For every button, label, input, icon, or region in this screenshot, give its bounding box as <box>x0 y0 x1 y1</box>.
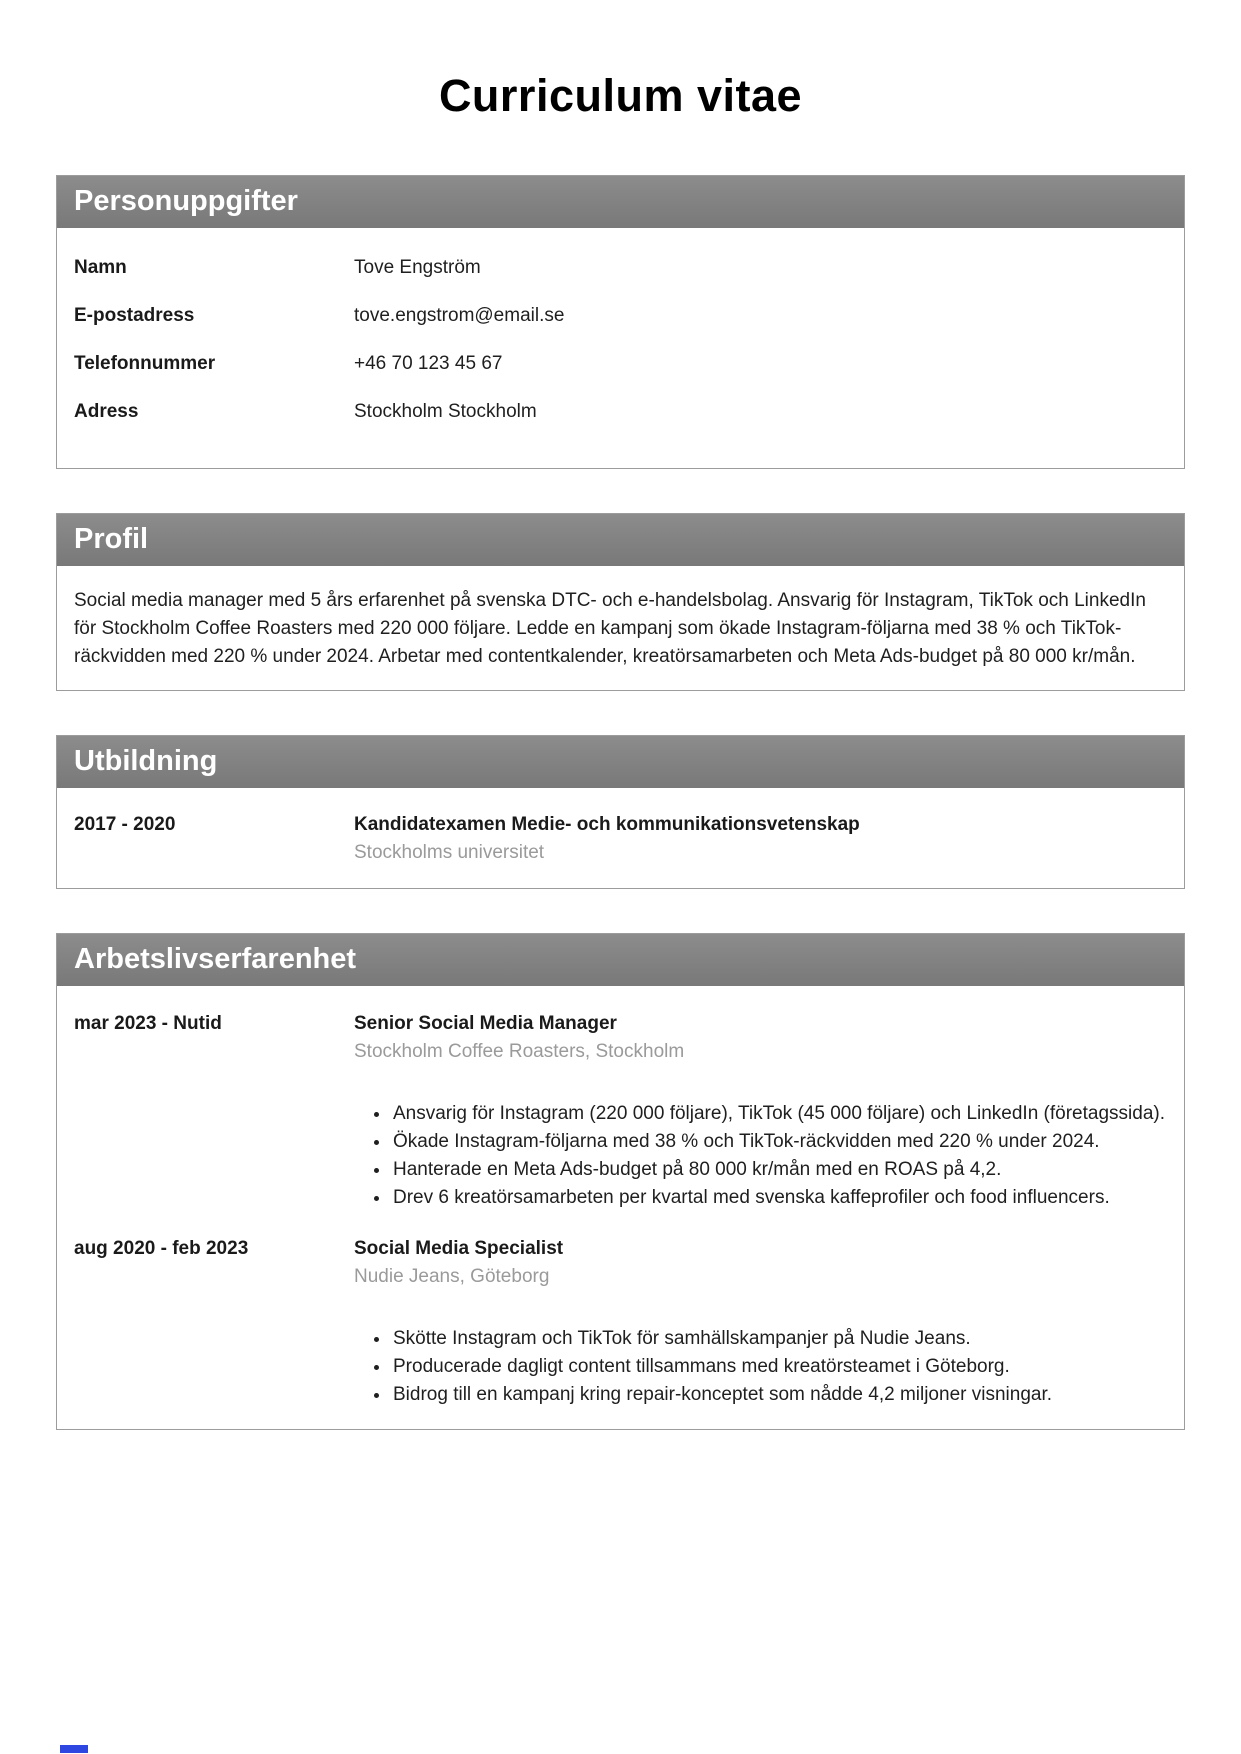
experience-entry-senior-social-media-manager <box>74 1010 1167 1212</box>
experience-details <box>354 1235 1167 1409</box>
info-row-adress <box>74 398 1167 426</box>
section-personuppgifter-header <box>57 176 1184 228</box>
section-personuppgifter <box>56 175 1185 469</box>
section-utbildning <box>56 735 1185 889</box>
section-arbetslivserfarenhet <box>56 933 1185 1430</box>
experience-period: mar 2023 - Nutid <box>74 1013 222 1034</box>
page-title: Curriculum vitae <box>438 70 803 121</box>
education-entry <box>74 811 1167 867</box>
experience-role: Social Media Specialist <box>354 1238 564 1259</box>
section-personuppgifter-body <box>57 228 1184 468</box>
experience-role: Senior Social Media Manager <box>354 1013 617 1034</box>
bullet-item: • Hanterade en Meta Ads-budget på 80 000 kr/mån med en ROAS på 4,2. <box>391 1156 1167 1184</box>
info-row-epostadress <box>74 302 1167 330</box>
section-profil-header <box>57 514 1184 566</box>
experience-details <box>354 1010 1167 1212</box>
section-profil-body <box>57 566 1184 690</box>
bullet-item: • Ansvarig för Instagram (220 000 följare), TikTok (45 000 följare) och LinkedIn (företagssida). <box>391 1100 1167 1128</box>
section-arbetslivserfarenhet-body <box>57 986 1184 1429</box>
info-value-telefonnummer: +46 70 123 45 67 <box>354 353 503 374</box>
section-arbetslivserfarenhet-header <box>57 934 1184 986</box>
experience-bullet-list <box>354 1325 1167 1409</box>
section-arbetslivserfarenhet-title: Arbetslivserfarenhet <box>74 943 357 975</box>
bullet-item: • Ökade Instagram-följarna med 38 % och TikTok-räckvidden med 220 % under 2024. <box>391 1128 1167 1156</box>
section-profil-title: Profil <box>74 523 149 555</box>
info-label-epostadress: E-postadress <box>74 305 195 326</box>
info-row-namn <box>74 254 1167 282</box>
experience-entry-social-media-specialist <box>74 1235 1167 1409</box>
education-period: 2017 - 2020 <box>74 814 176 835</box>
education-school: Stockholms universitet <box>354 842 545 863</box>
info-value-epostadress: tove.engstrom@email.se <box>354 305 565 326</box>
section-utbildning-title: Utbildning <box>74 745 218 777</box>
bullet-item: • Bidrog till en kampanj kring repair-konceptet som nådde 4,2 miljoner visningar. <box>391 1381 1167 1409</box>
section-personuppgifter-title: Personuppgifter <box>74 185 298 217</box>
page-bottom-mark <box>60 1745 88 1753</box>
section-utbildning-header <box>57 736 1184 788</box>
info-row-telefonnummer <box>74 350 1167 378</box>
experience-period: aug 2020 - feb 2023 <box>74 1238 249 1259</box>
info-label-adress: Adress <box>74 401 139 422</box>
info-value-namn: Tove Engström <box>354 257 481 278</box>
experience-company: Stockholm Coffee Roasters, Stockholm <box>354 1041 685 1062</box>
bullet-item: • Drev 6 kreatörsamarbeten per kvartal med svenska kaffeprofiler och food influencers. <box>391 1184 1167 1212</box>
education-details <box>354 811 1167 867</box>
info-label-namn: Namn <box>74 257 127 278</box>
profile-summary-text: Social media manager med 5 års erfarenhet på svenska DTC- och e-handelsbolag. Ansvarig för Instagram, TikTok och LinkedIn för Stockholm Coffee Roasters med 220 000 följare. Ledde en kampanj som ökade Instagram-följarna med 38 % och TikTok-räckvidden med 220 % under 2024. Arbetar med contentkalender, kreatörsamarbeten och Meta Ads-budget på 80 000 kr/mån. <box>74 590 1146 667</box>
bullet-item: • Producerade dagligt content tillsammans med kreatörsteamet i Göteborg. <box>391 1353 1167 1381</box>
experience-company: Nudie Jeans, Göteborg <box>354 1266 550 1287</box>
bullet-item: • Skötte Instagram och TikTok för samhällskampanjer på Nudie Jeans. <box>391 1325 1167 1353</box>
section-utbildning-body <box>57 788 1184 888</box>
experience-bullet-list <box>354 1100 1167 1212</box>
info-value-adress: Stockholm Stockholm <box>354 401 537 422</box>
info-label-telefonnummer: Telefonnummer <box>74 353 216 374</box>
section-profil <box>56 513 1185 691</box>
education-degree: Kandidatexamen Medie- och kommunikationsvetenskap <box>354 814 860 835</box>
